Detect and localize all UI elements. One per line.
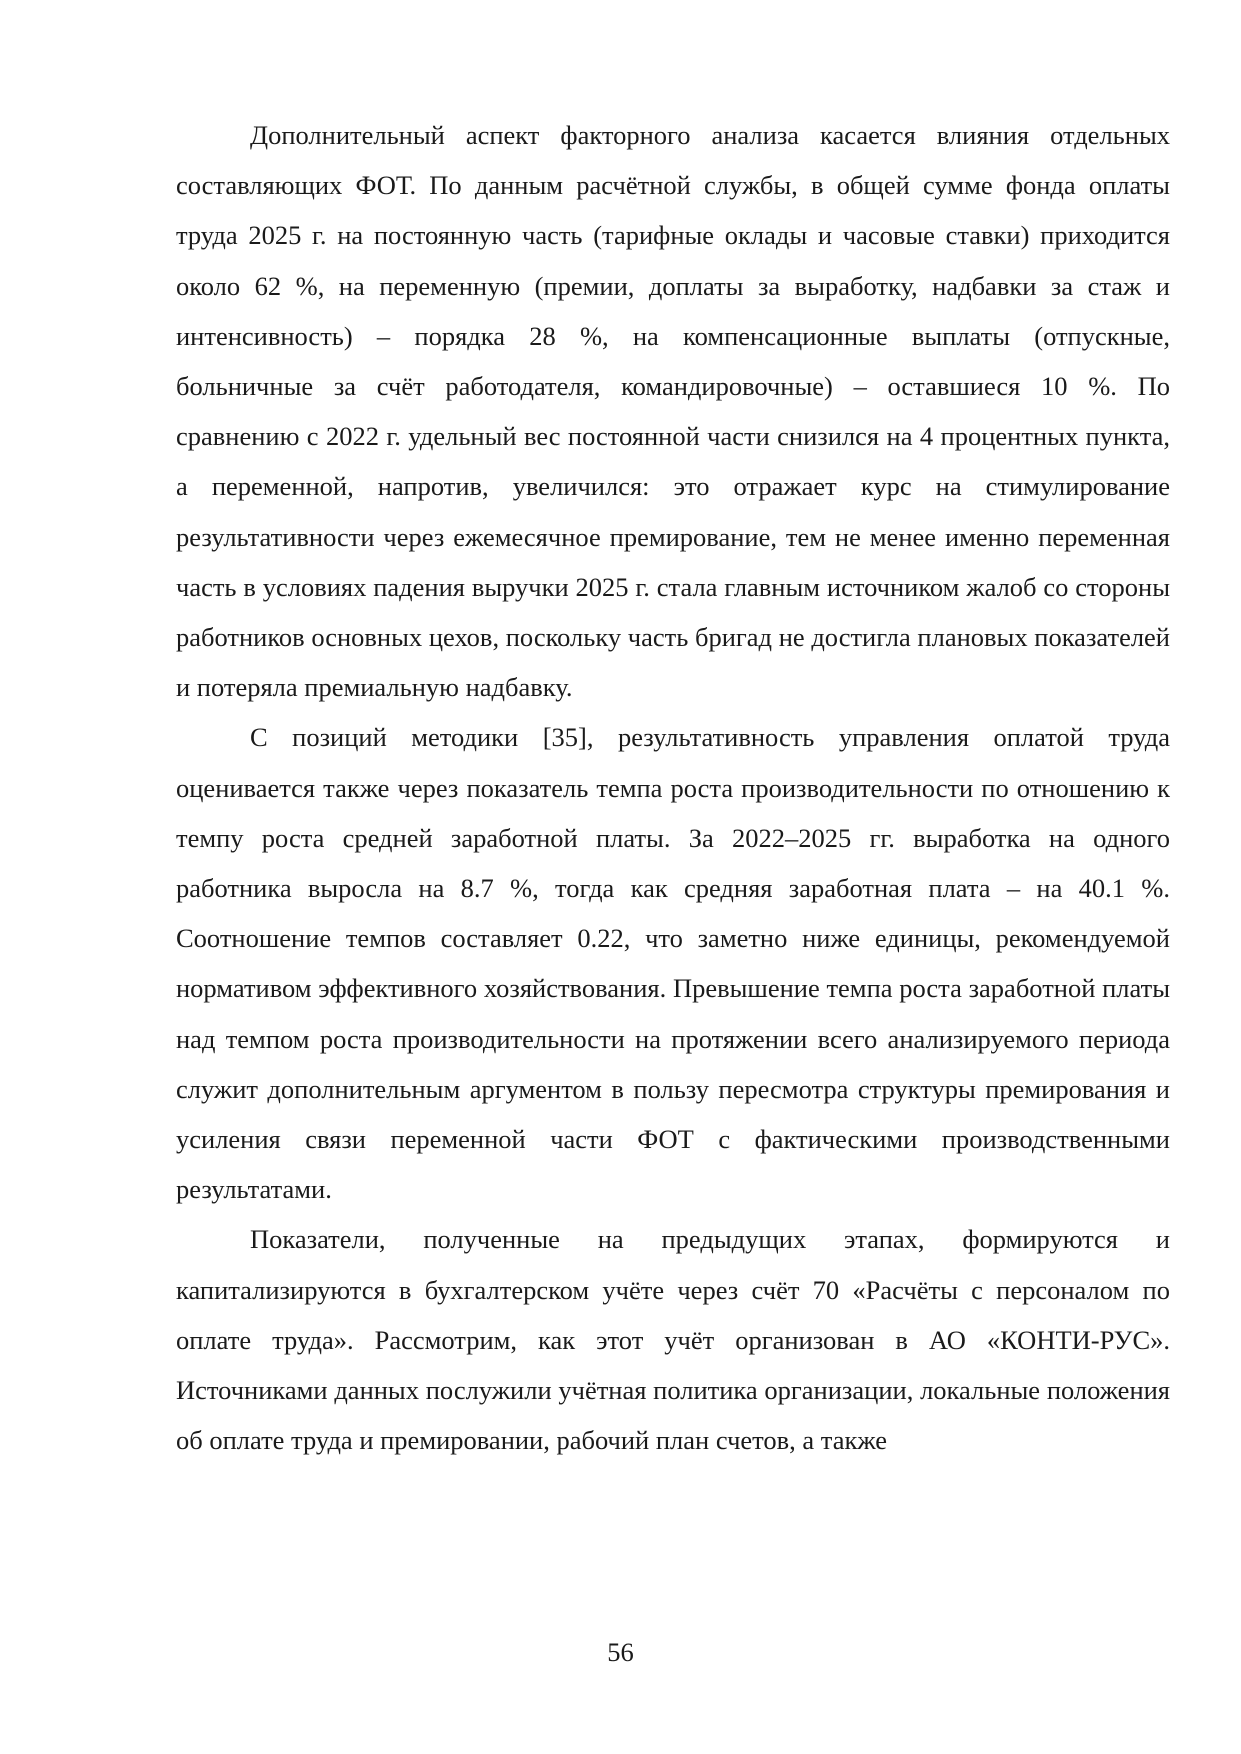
paragraph: С позиций методики [35], результативность управления оплатой труда оценивается также через показатель темпа роста производительности по отношению к темпу роста средней заработной платы. За 2022–2025 гг. выработка на одного работника выросла на 8.7 %, тогда как средняя заработная плата – на 40.1 %. Соотношение темпов составляет 0.22, что заметно ниже единицы, рекомендуемой нормативом эффективного хозяйствования. Превышение темпа роста заработной платы над темпом роста производительности на протяжении всего анализируемого периода служит дополнительным аргументом в пользу пересмотра структуры премирования и усиления связи переменной части ФОТ с фактическими производственными результатами. <box>176 722 1170 1205</box>
document-body <box>176 110 1170 1465</box>
paragraph: Показатели, полученные на предыдущих этапах, формируются и капитализируются в бухгалтерском учёте через счёт 70 «Расчёты с персоналом по оплате труда». Рассмотрим, как этот учёт организован в АО «КОНТИ-РУС». Источниками данных послужили учётная политика организации, локальные положения об оплате труда и премировании, рабочий план счетов, а также <box>176 1224 1170 1456</box>
page-number: 56 <box>607 1637 634 1667</box>
paragraph: Дополнительный аспект факторного анализа касается влияния отдельных составляющих ФОТ. По данным расчётной службы, в общей сумме фонда оплаты труда 2025 г. на постоянную часть (тарифные оклады и часовые ставки) приходится около 62 %, на переменную (премии, доплаты за выработку, надбавки за стаж и интенсивность) – порядка 28 %, на компенсационные выплаты (отпускные, больничные за счёт работодателя, командировочные) – оставшиеся 10 %. По сравнению с 2022 г. удельный вес постоянной части снизился на 4 процентных пункта, а переменной, напротив, увеличился: это отражает курс на стимулирование результативности через ежемесячное премирование, тем не менее именно переменная часть в условиях падения выручки 2025 г. стала главным источником жалоб со стороны работников основных цехов, поскольку часть бригад не достигла плановых показателей и потеряла премиальную надбавку. <box>176 120 1170 703</box>
